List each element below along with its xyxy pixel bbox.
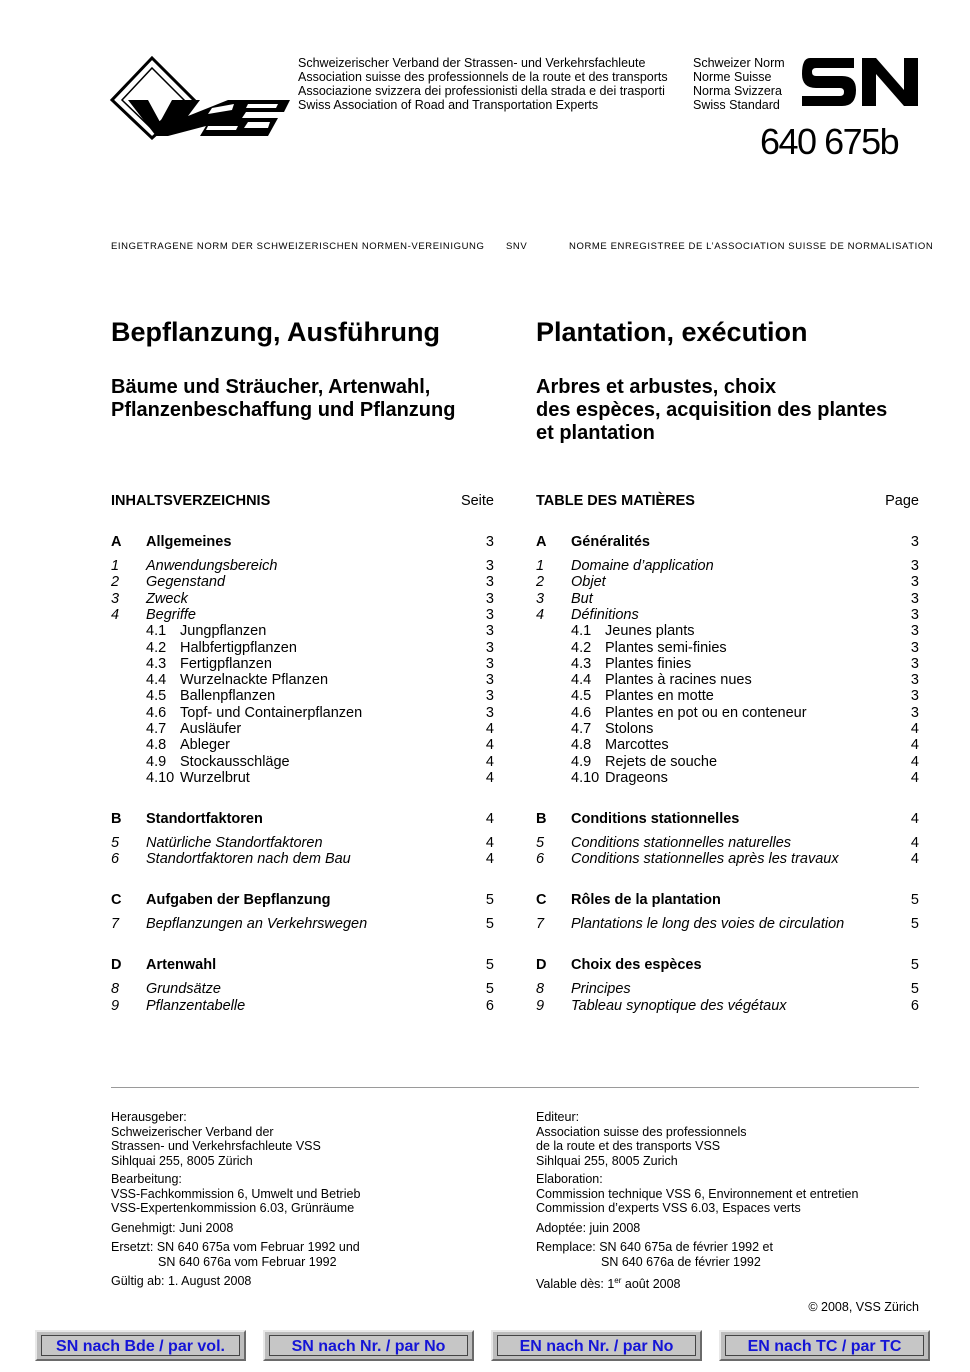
toc-entry [536,705,919,722]
toc-entry [111,851,494,868]
toc-entry [536,640,919,657]
toc-page: 3 [485,558,494,574]
toc-header-de [111,493,494,509]
toc-entry [536,558,919,575]
editing-line: VSS-Fachkommission 6, Umwelt und Betrieb [111,1186,361,1201]
subtitle-fr [536,376,920,445]
toc-number: 4.7 [571,721,592,737]
toc-entry [111,754,494,771]
toc-number: 4.1 [571,623,592,640]
toc-page: 5 [910,892,919,909]
toc-entry [536,835,919,852]
toc-entry [111,737,494,754]
toc-entry [111,574,494,591]
toc-page: 4 [485,737,494,754]
replaces-line: SN 640 676a de février 1992 [601,1254,761,1269]
sn-by-volume-button[interactable] [35,1330,246,1361]
toc-number: 1 [111,558,120,574]
toc-number: 4.6 [571,704,592,721]
toc-entry [536,623,919,640]
toc-number: 4.6 [146,704,167,721]
toc-page: 3 [485,655,494,672]
toc-text: Standortfaktoren nach dem Bau [146,851,351,868]
toc-page: 3 [910,688,919,705]
association-line: Associazione svizzera dei professionisti della strada e dei trasporti [298,84,665,98]
toc-page-label: Page [885,493,919,509]
toc-page: 5 [485,916,494,933]
toc-text: Gegenstand [146,574,226,591]
toc-number: 4.8 [571,737,592,754]
toc-page: 5 [485,981,494,998]
toc-text: Plantes finies [605,655,692,672]
toc-page: 4 [910,851,919,868]
toc-entry [536,916,919,933]
subtitle-line: Bäume und Sträucher, Artenwahl, [111,376,431,398]
toc-number: 4.4 [146,672,167,689]
association-line: Swiss Association of Road and Transportation Experts [298,98,599,112]
toc-number: 3 [536,590,545,607]
editing-line: Bearbeitung: [111,1172,182,1186]
subtitle-line: Pflanzenbeschaffung und Pflanzung [111,399,456,421]
toc-entry [536,656,919,673]
toc-number: 2 [111,574,120,591]
subtitle-line: Arbres et arbustes, choix [536,376,777,398]
publisher-line: Herausgeber: [111,1110,187,1124]
valid-prefix: Valable dès: 1 [536,1277,615,1292]
toc-number: 4.10 [146,769,175,786]
toc-number: 8 [111,981,120,998]
toc-entry [536,737,919,754]
toc-entry [536,998,919,1015]
toc-text: Zweck [146,590,188,607]
toc-number: 6 [536,851,545,868]
toc-entry [111,591,494,608]
publisher-line: Association suisse des professionnels [536,1124,747,1139]
toc-page: 4 [485,769,494,786]
toc-number: B [111,810,122,827]
toc-page: 3 [485,688,494,705]
toc-text: Fertigpflanzen [180,655,272,672]
toc-page: 3 [910,672,919,689]
toc-section [536,811,919,828]
toc-text: Natürliche Standortfaktoren [146,834,323,851]
toc-entry [111,656,494,673]
valid-from: Gültig ab: 1. August 2008 [111,1274,252,1288]
toc-page: 3 [910,704,919,721]
toc-number: 7 [536,916,545,933]
toc-section [111,957,494,974]
toc-page: 3 [485,639,494,656]
toc-entry [536,721,919,738]
replaces-line: Remplace: SN 640 675a de février 1992 et [536,1240,773,1254]
toc-page: 4 [485,753,494,770]
registration-de: EINGETRAGENE NORM DER SCHWEIZERISCHEN NORMEN-VEREINIGUNG [111,241,485,252]
toc-page: 3 [910,655,919,672]
subtitle-de [111,376,495,422]
sn-by-number-button[interactable] [263,1330,474,1361]
copyright: © 2008, VSS Zürich [808,1300,919,1314]
toc-number: A [111,534,122,550]
toc-entry [111,607,494,624]
approved-date: Adoptée: juin 2008 [536,1221,641,1235]
toc-text: Tableau synoptique des végétaux [571,997,787,1014]
toc-number: 4.10 [571,769,600,786]
toc-page: 4 [910,810,919,827]
toc-number: A [536,534,547,550]
toc-entry [536,770,919,787]
toc-text: But [571,590,593,607]
toc-number: 4.3 [146,655,167,672]
toc-text: Wurzelnackte Pflanzen [180,672,329,689]
toc-number: C [536,892,547,909]
subtitle-line: des espèces, acquisition des plantes [536,399,888,421]
toc-number: 4.9 [571,753,592,770]
toc-page: 4 [910,753,919,770]
toc-page: 3 [910,534,919,550]
toc-entry [111,705,494,722]
toc-page: 3 [910,606,919,623]
toc-page: 3 [485,606,494,623]
editing-line: Commission d’experts VSS 6.03, Espaces verts [536,1201,801,1216]
toc-page: 3 [485,704,494,721]
toc-text: Conditions stationnelles après les travaux [571,851,839,868]
toc-page: 4 [910,737,919,754]
toc-text: Wurzelbrut [180,769,250,786]
toc-text: Halbfertigpflanzen [180,639,297,656]
toc-text: Principes [571,981,631,998]
toc-number: 4.5 [571,688,592,705]
toc-number: 4.4 [571,672,592,689]
toc-number: 5 [536,834,545,851]
toc-number: 4.8 [146,737,167,754]
toc-page: 3 [910,590,919,607]
toc-entry [111,835,494,852]
subtitle-line: et plantation [536,422,655,444]
toc-text: Plantes en pot ou en conteneur [605,704,807,721]
toc-number: 5 [111,834,120,851]
toc-text: Jeunes plants [605,623,695,640]
norm-line: Schweizer Norm [693,56,785,70]
toc-entry [536,574,919,591]
approved-date: Genehmigt: Juni 2008 [111,1221,234,1235]
toc-number: 4.2 [571,639,592,656]
toc-number: 4.1 [146,623,167,640]
toc-number: B [536,810,547,827]
publisher-line: de la route et des transports VSS [536,1139,721,1154]
toc-text: Standortfaktoren [146,810,263,827]
toc-number: 8 [536,981,545,998]
toc-number: 4 [536,606,545,623]
toc-number: 7 [111,916,120,933]
toc-page: 3 [910,623,919,640]
button-label: SN nach Nr. / par No [269,1335,468,1356]
toc-text: Anwendungsbereich [146,558,278,574]
toc-entry [111,623,494,640]
toc-page: 3 [485,623,494,640]
toc-fr [536,534,919,1024]
toc-entry [536,851,919,868]
toc-number: 1 [536,558,545,574]
toc-page: 3 [485,672,494,689]
toc-text: Plantes à racines nues [605,672,752,689]
button-label: SN nach Bde / par vol. [41,1335,240,1356]
button-label: EN nach TC / par TC [725,1335,924,1356]
en-by-tc-button[interactable] [719,1330,930,1361]
toc-entry [111,688,494,705]
toc-text: Ballenpflanzen [180,688,276,705]
toc-number: D [111,957,122,974]
valid-from [536,1274,681,1292]
toc-page: 4 [485,810,494,827]
toc-text: Rôles de la plantation [571,892,721,909]
norm-type-names [693,56,785,112]
publisher-line: Sihlquai 255, 8005 Zürich [111,1153,253,1168]
toc-text: Ausläufer [180,721,242,737]
norm-line: Norme Suisse [693,70,772,84]
toc-section [536,534,919,551]
toc-page: 5 [910,981,919,998]
toc-entry [536,672,919,689]
association-line: Schweizerischer Verband der Strassen- und Verkehrsfachleute [298,56,646,70]
toc-section [536,957,919,974]
toc-page: 5 [910,957,919,974]
toc-number: 4.9 [146,753,167,770]
toc-text: Bepflanzungen an Verkehrswegen [146,916,368,933]
association-line: Association suisse des professionnels de la route et des transports [298,70,668,84]
toc-page: 3 [910,558,919,574]
toc-page: 4 [485,834,494,851]
toc-number: 4.2 [146,639,167,656]
toc-text: Définitions [571,606,639,623]
toc-text: Stolons [605,721,654,737]
toc-number: D [536,957,547,974]
toc-text: Artenwahl [146,957,217,974]
norm-number: 640 675b [760,121,899,162]
toc-page: 3 [485,574,494,591]
toc-page: 4 [910,769,919,786]
toc-text: Aufgaben der Bepflanzung [146,892,331,909]
toc-page: 3 [910,574,919,591]
toc-text: Conditions stationnelles naturelles [571,834,792,851]
title-fr: Plantation, exécution [536,317,808,347]
toc-entry [111,998,494,1015]
toc-page: 5 [485,957,494,974]
toc-text: Grundsätze [146,981,221,998]
toc-number: 9 [536,997,545,1014]
toc-header-fr [536,493,919,509]
toc-entry [111,672,494,689]
publisher-line: Schweizerischer Verband der [111,1124,274,1139]
toc-entry [536,981,919,998]
toc-entry [111,721,494,738]
toc-text: Pflanzentabelle [146,997,246,1014]
toc-text: Plantes en motte [605,688,714,705]
sn-logo [802,58,918,108]
publisher-line: Strassen- und Verkehrsfachleute VSS [111,1139,321,1154]
toc-entry [536,607,919,624]
toc-page: 5 [485,892,494,909]
registration-snv: SNV [506,241,528,252]
toc-number: C [111,892,122,909]
valid-suffix: août 2008 [621,1277,681,1292]
title-de-block [111,316,495,348]
toc-number: 6 [111,851,120,868]
toc-label: INHALTSVERZEICHNIS [111,493,271,509]
toc-number: 4 [111,606,120,623]
editing-line: VSS-Expertenkommission 6.03, Grünräume [111,1201,355,1216]
toc-page: 3 [910,639,919,656]
toc-page: 4 [485,721,494,737]
editing-line: Commission technique VSS 6, Environnement et entretien [536,1186,859,1201]
toc-section [111,534,494,551]
toc-text: Conditions stationnelles [571,810,740,827]
toc-text: Jungpflanzen [180,623,267,640]
toc-number: 4.3 [571,655,592,672]
toc-entry [536,591,919,608]
replaces-line: SN 640 676a vom Februar 1992 [158,1254,337,1269]
toc-section [111,811,494,828]
registration-fr: NORME ENREGISTREE DE L’ASSOCIATION SUISSE DE NORMALISATION [569,241,934,252]
toc-entry [111,770,494,787]
toc-text: Drageons [605,769,668,786]
toc-section [111,892,494,909]
toc-number: 9 [111,997,120,1014]
vss-logo [108,56,294,140]
toc-page: 3 [485,534,494,550]
publisher-line: Sihlquai 255, 8005 Zurich [536,1153,678,1168]
toc-entry [111,640,494,657]
toc-text: Domaine d’application [571,558,714,574]
button-label: EN nach Nr. / par No [497,1335,696,1356]
toc-text: Begriffe [146,606,196,623]
toc-text: Marcottes [605,737,669,754]
toc-entry [536,688,919,705]
toc-entry [111,916,494,933]
toc-page-label: Seite [460,493,494,509]
toc-label: TABLE DES MATIÈRES [536,493,695,509]
toc-page: 6 [485,997,494,1014]
toc-page: 4 [485,851,494,868]
toc-text: Généralités [571,534,650,550]
title-fr-block [536,316,920,348]
toc-page: 3 [485,590,494,607]
toc-de [111,534,494,1024]
toc-page: 5 [910,916,919,933]
toc-text: Objet [571,574,606,591]
toc-text: Stockausschläge [180,753,290,770]
toc-section [536,892,919,909]
toc-text: Ableger [180,737,230,754]
valid-sup: er [614,1276,622,1285]
toc-number: 2 [536,574,545,591]
norm-line: Norma Svizzera [693,84,782,98]
toc-text: Plantes semi-finies [605,639,727,656]
toc-text: Choix des espèces [571,957,702,974]
divider [111,1087,919,1088]
replaces-line: Ersetzt: SN 640 675a vom Februar 1992 und [111,1240,360,1254]
toc-page: 6 [910,997,919,1014]
toc-number: 3 [111,590,120,607]
toc-entry [111,558,494,575]
toc-text: Allgemeines [146,534,232,550]
title-de: Bepflanzung, Ausführung [111,317,440,347]
toc-text: Rejets de souche [605,753,718,770]
toc-text: Topf- und Containerpflanzen [180,704,363,721]
toc-page: 4 [910,721,919,737]
norm-line: Swiss Standard [693,98,780,112]
association-names [298,56,668,112]
toc-number: 4.7 [146,721,167,737]
en-by-number-button[interactable] [491,1330,702,1361]
toc-number: 4.5 [146,688,167,705]
publisher-line: Editeur: [536,1110,580,1124]
toc-entry [536,754,919,771]
toc-page: 4 [910,834,919,851]
toc-text: Plantations le long des voies de circulation [571,916,845,933]
editing-line: Elaboration: [536,1172,603,1186]
toc-entry [111,981,494,998]
